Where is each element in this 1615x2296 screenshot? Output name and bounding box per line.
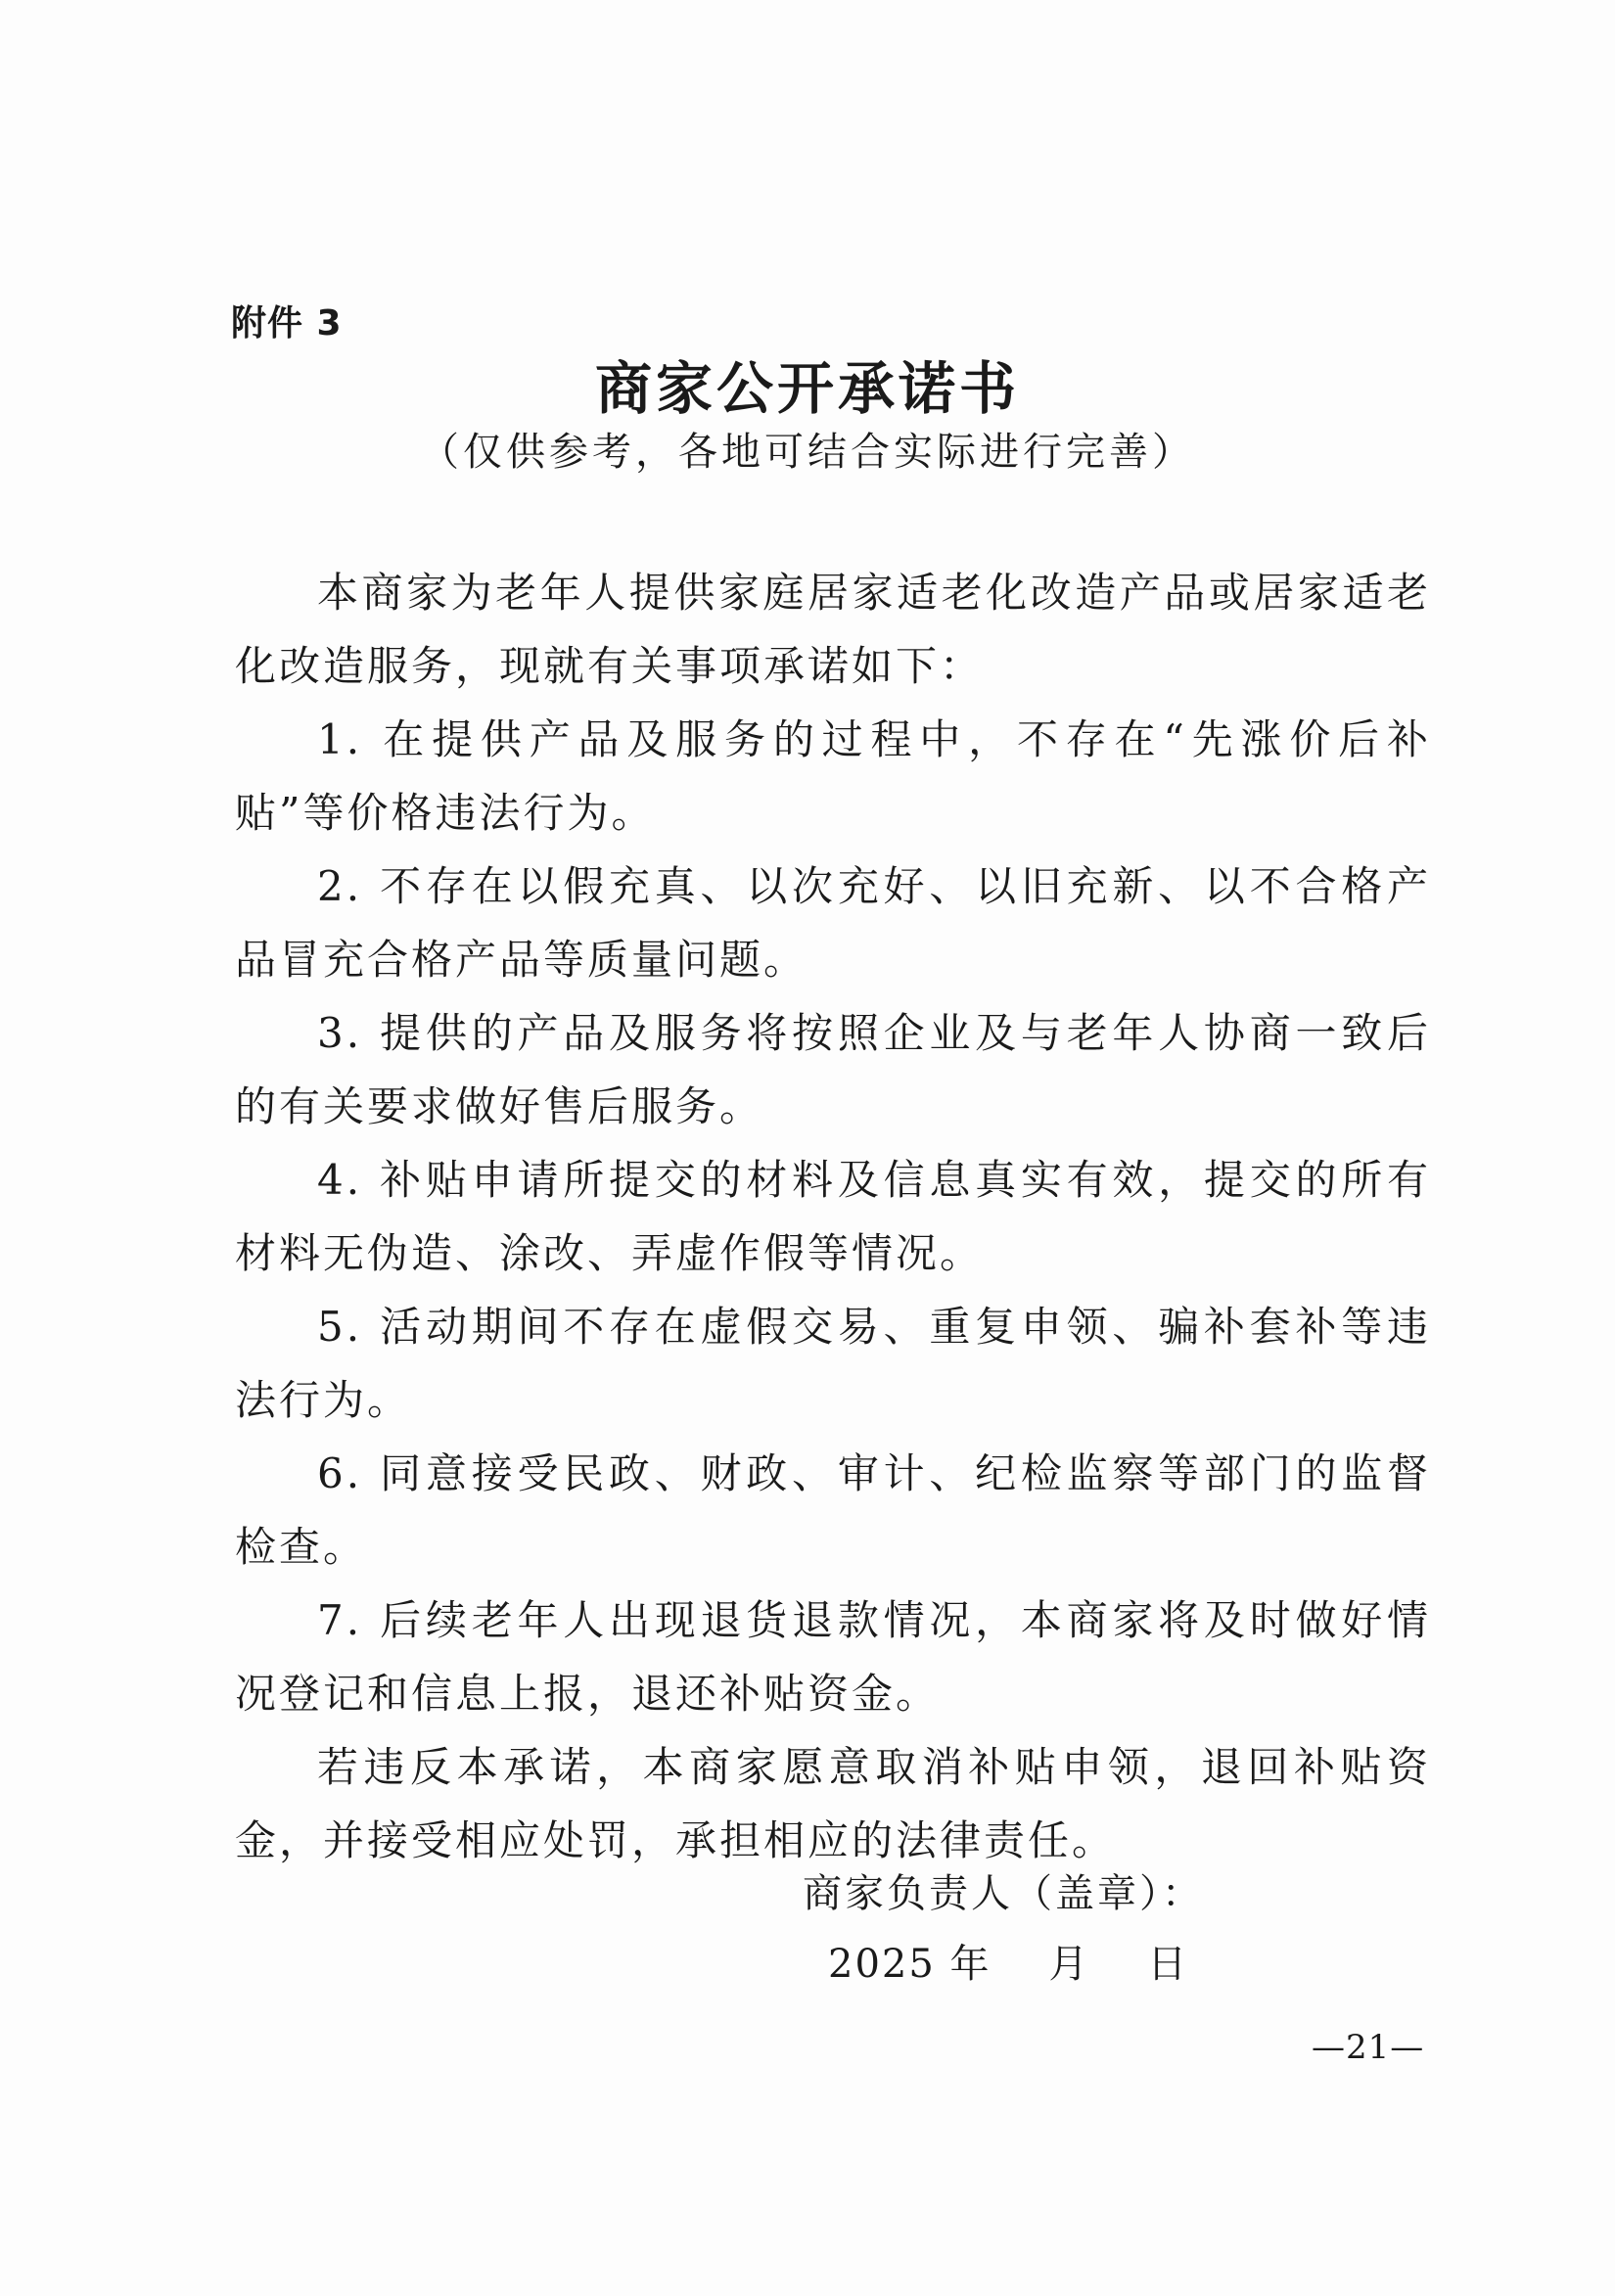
commitment-item-6: 6. 同意接受民政、财政、审计、纪检监察等部门的监督检查。 <box>235 1449 1431 1571</box>
document-body <box>235 556 1431 1877</box>
document-subtitle: （仅供参考，各地可结合实际进行完善） <box>420 430 1195 475</box>
commitment-item-2: 2. 不存在以假充真、以次充好、以旧充新、以不合格产品冒充合格产品等质量问题。 <box>235 862 1431 984</box>
commitment-item-1: 1. 在提供产品及服务的过程中，不存在“先涨价后补贴”等价格违法行为。 <box>235 715 1431 837</box>
commitment-item-5: 5. 活动期间不存在虚假交易、重复申领、骗补套补等违法行为。 <box>235 1303 1431 1424</box>
attachment-label: 附件 3 <box>231 303 343 344</box>
intro-paragraph: 本商家为老年人提供家庭居家适老化改造产品或居家适老化改造服务，现就有关事项承诺如下： <box>235 569 1431 690</box>
signature-label: 商家负责人（盖章）： <box>803 1871 1204 1916</box>
document-title: 商家公开承诺书 <box>594 355 1020 422</box>
commitment-item-4: 4. 补贴申请所提交的材料及信息真实有效，提交的所有材料无伪造、涂改、弄虚作假等情况。 <box>235 1156 1431 1277</box>
date-line: 2025 年 月 日 <box>828 1942 1189 1987</box>
closing-paragraph: 若违反本承诺，本商家愿意取消补贴申领，退回补贴资金，并接受相应处罚，承担相应的法律责任。 <box>235 1743 1431 1864</box>
commitment-item-3: 3. 提供的产品及服务将按照企业及与老年人协商一致后的有关要求做好售后服务。 <box>235 1009 1431 1130</box>
page-number: —21— <box>1312 2028 1425 2067</box>
commitment-item-7: 7. 后续老年人出现退货退款情况，本商家将及时做好情况登记和信息上报，退还补贴资金。 <box>235 1596 1431 1718</box>
